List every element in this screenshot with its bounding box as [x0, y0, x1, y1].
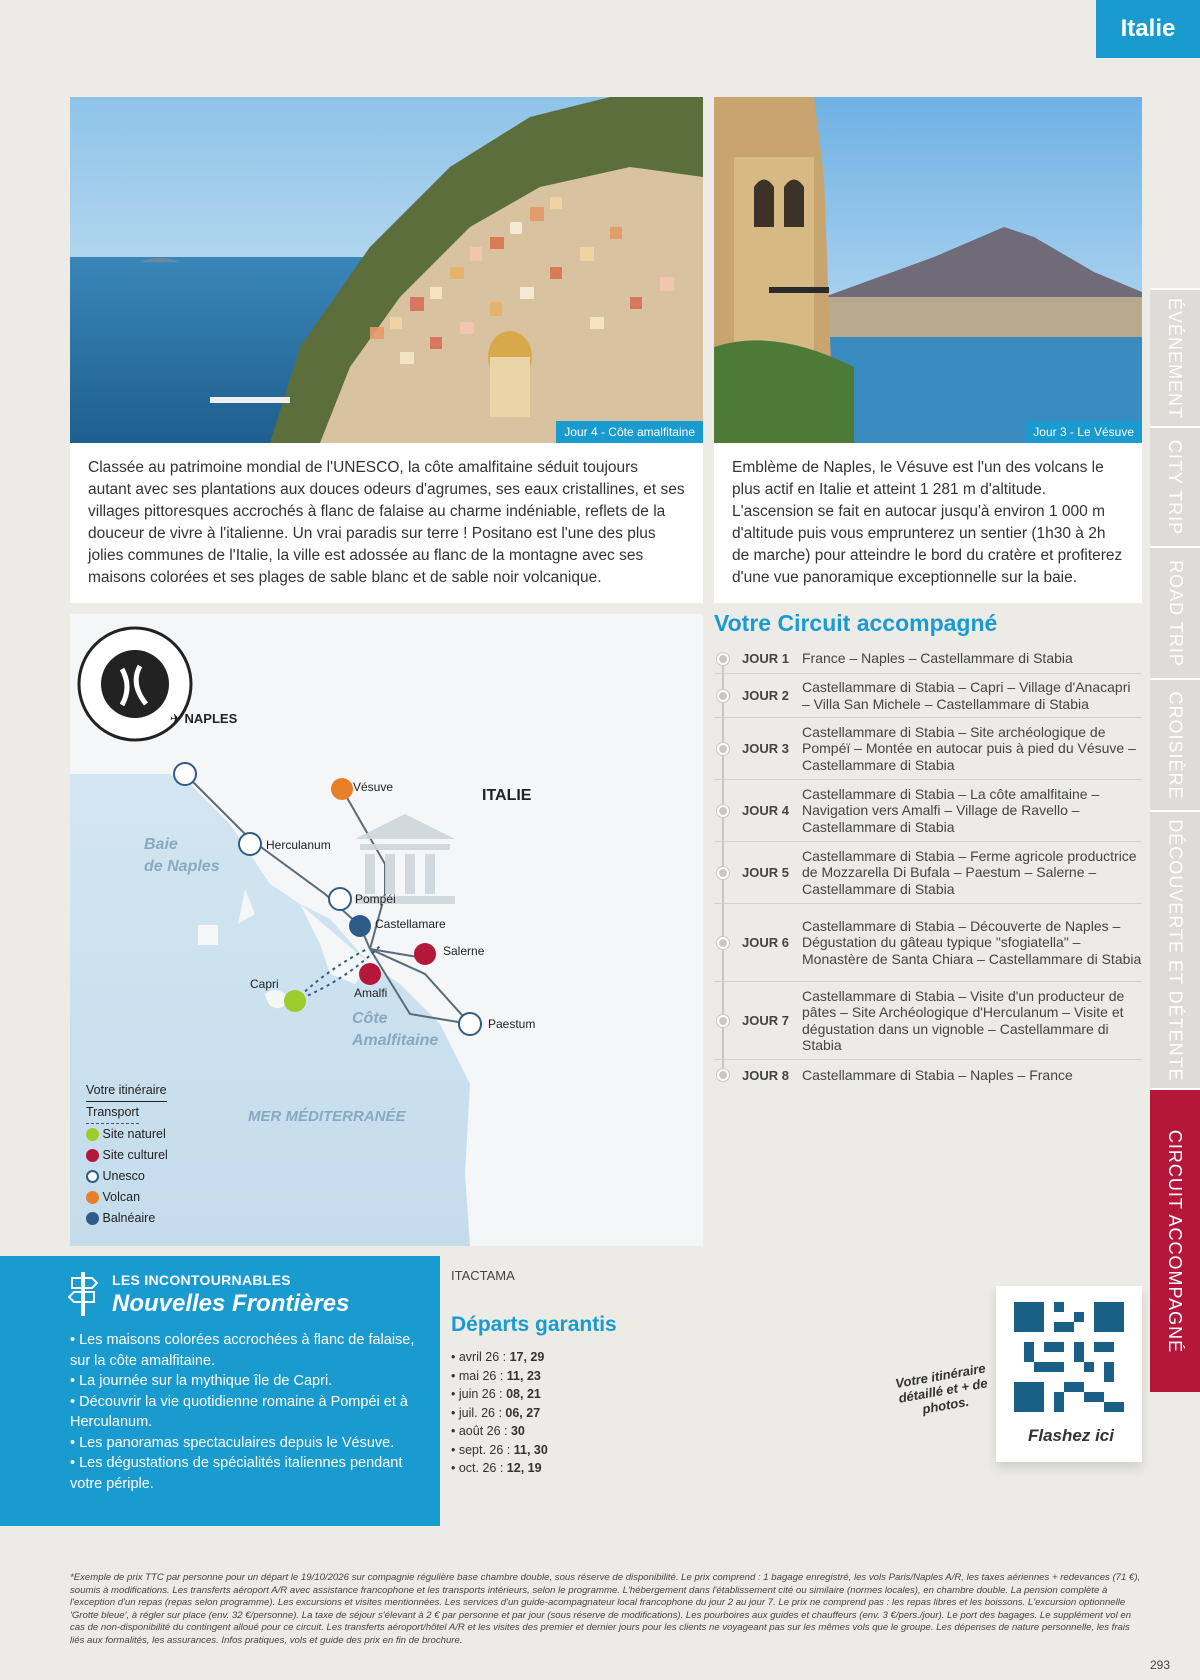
tab-label: ÉVÉNEMENT — [1165, 297, 1186, 419]
incontournables-box — [0, 1256, 440, 1526]
day-row: JOUR 6 Castellammare di Stabia – Découverte de Naples – Dégustation du gâteau typique "sfogiatella" – Monastère de Santa Chiara – Castellammare di Stabia — [714, 904, 1142, 982]
map-label-salerne: Salerne — [443, 944, 485, 958]
qr-flash-label: Flashez ici — [1028, 1426, 1114, 1445]
list-item: • Les maisons colorées accrochées à flanc de falaise, sur la côte amalfitaine. — [70, 1332, 415, 1369]
signpost-icon — [68, 1270, 98, 1318]
map-legend: Votre itinéraire Transport Site naturel Site culturel Unesco Volcan Balnéaire — [86, 1080, 168, 1229]
departures-list — [451, 1348, 548, 1478]
pin-icon — [714, 1069, 732, 1081]
departure-item: • sept. 26 : 11, 30 — [451, 1442, 548, 1457]
photo-amalfi-coast — [70, 97, 703, 443]
photo-caption: Jour 4 - Côte amalfitaine — [556, 421, 703, 443]
map-label-herculanum: Herculanum — [266, 838, 331, 852]
departure-item: • août 26 : 30 — [451, 1424, 525, 1438]
day-row: JOUR 1 France – Naples – Castellammare di Stabia — [714, 644, 1142, 674]
incontournables-title: Nouvelles Frontières — [112, 1290, 350, 1317]
dot-icon — [714, 805, 732, 817]
footnote: *Exemple de prix TTC par personne pour un départ le 19/10/2026 sur compagnie régulière base chambre double, sous réserve de disponibilité. Le prix comprend : 1 bagage enregistré, les vols Paris/Naples A/R, les taxes aériennes + redevances (71 €), soumis à modifications. Les transferts aéroport A/R avec assistance francophone et les transports intérieurs, selon le programme. L'hébergement dans l'établissement cité ou similaire (normes locales), en chambre double. La pension complète à l'exception d'un repas (repas selon programme). Les excursions et visites mentionnées. Les services d'un guide-acompagnateur local francophone du jour 2 au jour 7. Le prix ne comprend pas : les repas libres et les boissons. L'excursion optionnelle 'Grotte bleue', à régler sur place (env. 32 €/personne). La taxe de séjour s'élevant à 2 € par personne et par jour (sous réserve de modifications). Les pourboires aux guides et chauffeurs (env. 3 €/pers./jour). Le port des bagages. Le supplément vol en cas de non-disponibilité du contingent alloué pour ce circuit. Les transferts aéroport/hôtel A/R et les visites des premier et dernier jours pour les clients ne voyageant pas sur les mêmes vols que le groupe. Les dépenses de nature personnelle, les frais liés aux formalités, les assurances. Infos pratiques, vols et guide des prix en fin de brochure. — [70, 1572, 1141, 1646]
tab-croisiere[interactable] — [1150, 678, 1200, 810]
volcano-icon — [86, 1191, 99, 1204]
day-row: JOUR 8 Castellammare di Stabia – Naples – France — [714, 1060, 1142, 1090]
tab-label: CROISIÈRE — [1165, 690, 1186, 800]
day-list — [714, 644, 1142, 1090]
day-row: JOUR 3 Castellammare di Stabia – Site archéologique de Pompéï – Montée en autocar puis à pied du Vésuve – Castellammare di Stabia — [714, 718, 1142, 780]
cultural-site-icon — [86, 1149, 99, 1162]
map-label-paestum: Paestum — [488, 1017, 536, 1031]
map-label-sea: MER MÉDITERRANÉE — [248, 1108, 406, 1125]
list-item: • La journée sur la mythique île de Capri. — [70, 1373, 333, 1389]
dot-icon — [714, 743, 732, 755]
circuit-code: ITACTAMA — [451, 1268, 515, 1283]
departure-item: • juin 26 : 08, 21 — [451, 1387, 541, 1401]
map-label-pompei: Pompéi — [355, 892, 396, 906]
tab-circuit-accompagne[interactable] — [1150, 1088, 1200, 1392]
tab-label: CIRCUIT ACCOMPAGNÉ — [1165, 1129, 1186, 1353]
natural-site-icon — [86, 1128, 99, 1141]
qr-card[interactable] — [996, 1286, 1142, 1462]
tab-evenement[interactable] — [1150, 288, 1200, 426]
departure-item: • avril 26 : 17, 29 — [451, 1350, 545, 1364]
map-label-naples: ✈ NAPLES — [170, 711, 238, 726]
tab-label: CITY TRIP — [1165, 439, 1186, 535]
seaside-icon — [86, 1212, 99, 1225]
day-row: JOUR 2 Castellammare di Stabia – Capri – Village d'Anacapri – Villa San Michele – Castellammare di Stabia — [714, 674, 1142, 718]
departures-title: Départs garantis — [451, 1313, 617, 1336]
vesuvius-description: Emblème de Naples, le Vésuve est l'un des volcans le plus actif en Italie et atteint 1 281 m d'altitude. L'ascension se fait en autocar jusqu'à environ 1 000 m d'altitude puis vous emprunterez un sentier (1h30 à 2h de marche) pour atteindre le bord du cratère et profiterez d'une vue panoramique exceptionnelle sur la baie. — [714, 443, 1142, 603]
map-label-bay: Baie de Naples — [144, 836, 220, 875]
tab-road-trip[interactable] — [1150, 546, 1200, 678]
itinerary-map — [70, 614, 703, 1246]
vesuvius-illustration — [714, 97, 1142, 443]
dot-icon — [714, 690, 732, 702]
incontournables-subtitle: LES INCONTOURNABLES — [112, 1272, 291, 1288]
photo-caption: Jour 3 - Le Vésuve — [1025, 421, 1142, 443]
tab-decouverte-detente[interactable] — [1150, 810, 1200, 1088]
amalfi-description: Classée au patrimoine mondial de l'UNESCO, la côte amalfitaine séduit toujours autant avec ses plantations aux douces odeurs d'agrumes, ses eaux cristallines, et ses villages pittoresques accrochés à flanc de falaise au charme indéniable, reflets de la douceur de vivre à l'italienne. Un vrai paradis sur terre ! Positano est l'une des plus jolies communes de l'Italie, la ville est adossée au flanc de la montagne avec ses maisons colorées et ses plages de sable blanc et de sable noir volcanique. — [70, 443, 703, 603]
dot-icon — [714, 937, 732, 949]
circuit-title: Votre Circuit accompagné — [714, 610, 998, 636]
qr-note: Votre itinéraire détaillé et + de photos. — [894, 1360, 989, 1417]
day-row: JOUR 4 Castellammare di Stabia – La côte amalfitaine – Navigation vers Amalfi – Village de Ravello – Castellammare di Stabia — [714, 780, 1142, 842]
map-label-vesuve: Vésuve — [353, 780, 394, 794]
list-item: • Les panoramas spectaculaires depuis le Vésuve. — [70, 1434, 395, 1451]
departure-item: • mai 26 : 11, 23 — [451, 1368, 541, 1383]
dot-icon — [714, 1015, 732, 1027]
map-label-amalfi: Amalfi — [354, 986, 388, 1000]
dot-icon — [714, 867, 732, 879]
qr-code-icon[interactable] — [1014, 1302, 1124, 1412]
list-item: • Les dégustations de spécialités italiennes pendant votre périple. — [70, 1455, 403, 1492]
country-tab: Italie — [1096, 0, 1200, 58]
departure-item: • oct. 26 : 12, 19 — [451, 1461, 542, 1475]
photo-vesuvius — [714, 97, 1142, 443]
day-row: JOUR 5 Castellammare di Stabia – Ferme agricole productrice de Mozzarella Di Bufala – Paestum – Salerne – Castellammare di Stabia — [714, 842, 1142, 904]
tab-label: DÉCOUVERTE ET DÉTENTE — [1165, 818, 1186, 1082]
tab-label: ROAD TRIP — [1165, 559, 1186, 667]
unesco-icon — [86, 1170, 99, 1183]
map-label-capri: Capri — [250, 977, 279, 991]
pin-icon — [714, 653, 732, 665]
map-label-coast: Côte Amalfitaine — [352, 1010, 439, 1049]
list-item: • Découvrir la vie quotidienne romaine à Pompéi et à Herculanum. — [70, 1393, 408, 1430]
map-label-castellamare: Castellamare — [375, 917, 446, 931]
tab-city-trip[interactable] — [1150, 426, 1200, 546]
page-number: 293 — [1150, 1658, 1171, 1672]
incontournables-list — [70, 1330, 420, 1494]
amalfi-illustration — [70, 97, 703, 443]
departure-item: • juil. 26 : 06, 27 — [451, 1405, 541, 1420]
map-label-country: ITALIE — [482, 787, 532, 804]
day-row: JOUR 7 Castellammare di Stabia – Visite d'un producteur de pâtes – Site Archéologique d'Herculanum – Visite et dégustation dans un vignoble – Castellammare di Stabia — [714, 982, 1142, 1060]
